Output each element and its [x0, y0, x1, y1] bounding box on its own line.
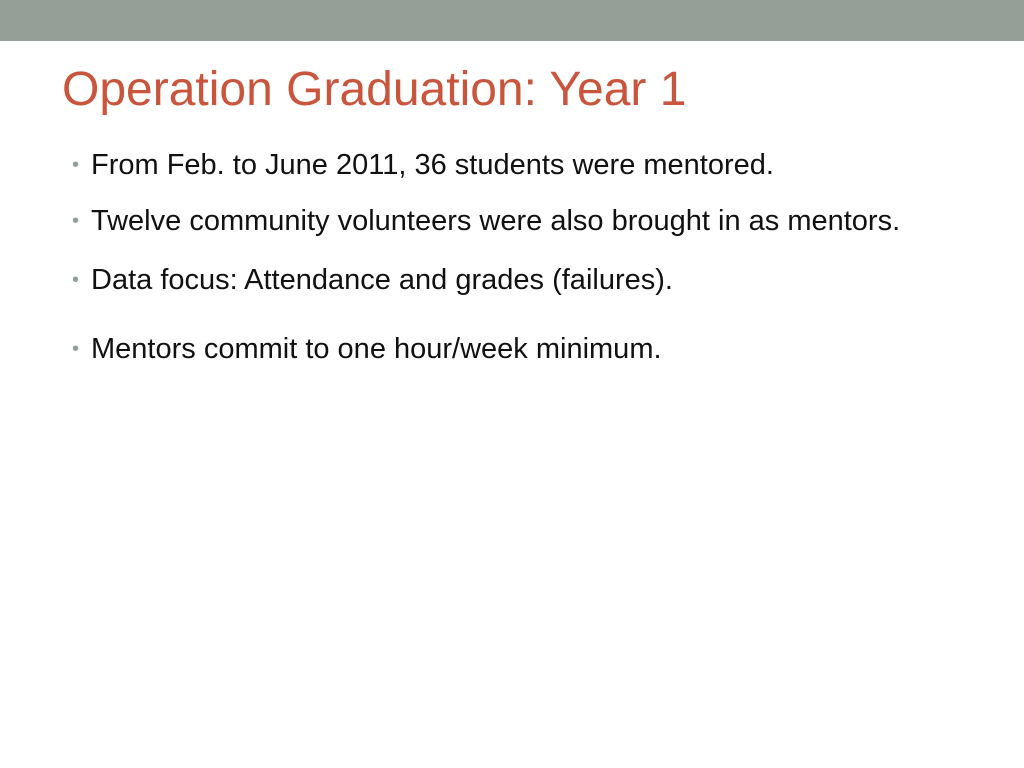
bullet-list [72, 145, 932, 370]
slide-title: Operation Graduation: Year 1 [62, 63, 687, 116]
top-band [0, 0, 1024, 41]
bullet-dot-icon: • [72, 210, 80, 232]
bullet-item [72, 201, 932, 242]
bullet-dot-icon: • [72, 154, 80, 176]
bullet-text: From Feb. to June 2011, 36 students were mentored. [91, 149, 774, 181]
bullet-item [72, 145, 932, 186]
bullet-text: Data focus: Attendance and grades (failures). [91, 264, 673, 296]
bullet-dot-icon: • [72, 269, 80, 291]
bullet-item [72, 329, 932, 370]
bullet-dot-icon: • [72, 338, 80, 360]
bullet-text: Twelve community volunteers were also brought in as mentors. [91, 205, 901, 237]
bullet-text: Mentors commit to one hour/week minimum. [91, 333, 662, 365]
bullet-item [72, 260, 932, 301]
